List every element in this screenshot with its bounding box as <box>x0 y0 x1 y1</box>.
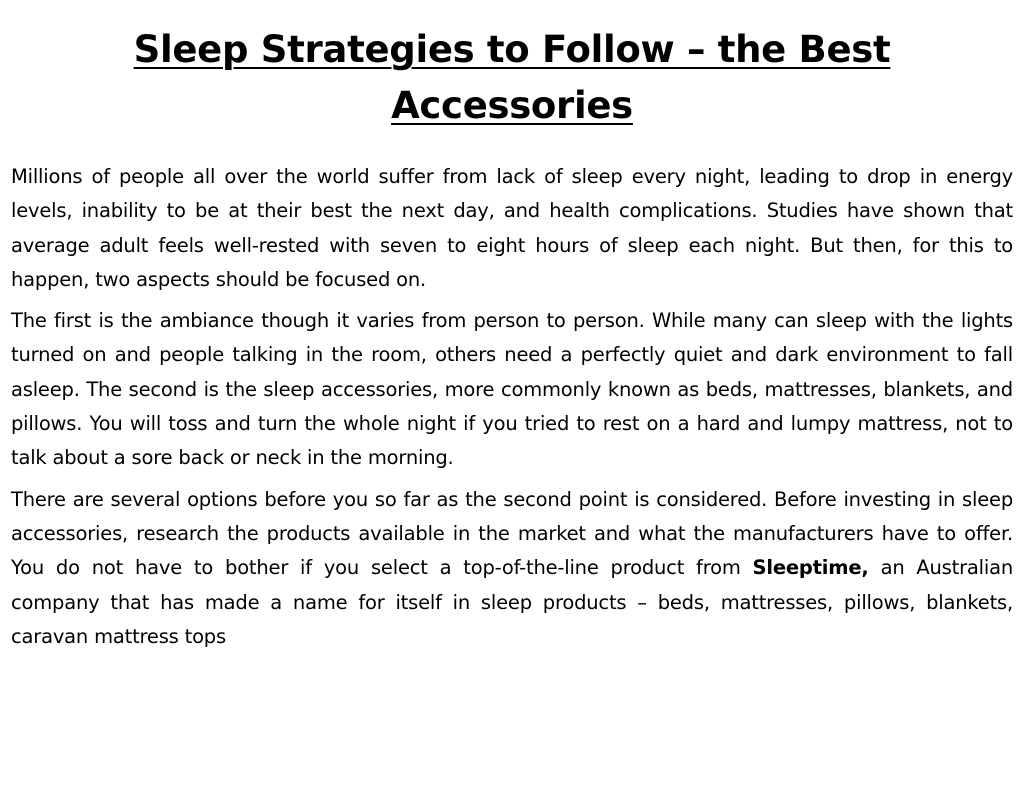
paragraph-ambiance-and-accessories: The first is the ambiance though it varies from person to person. While many can sleep with the lights turned on and people talking in the room, others need a perfectly quiet and dark environment to fall asleep. The second is the sleep accessories, more commonly known as beds, mattresses, blankets, and pillows. You will toss and turn the whole night if you tried to rest on a hard and lumpy mattress, not to talk about a sore back or neck in the morning. <box>11 309 1013 470</box>
paragraph-text-before-brand: There are several options before you so far as the second point is considered. Before investing in sleep accessories, research the products available in the market and what the manufacturers have to offer. You do not have to bother if you select a top-of-the-line product from <box>11 487 1013 580</box>
paragraph-sleeptime-options <box>11 483 1013 654</box>
paragraph-sleep-deprivation: Millions of people all over the world suffer from lack of sleep every night, leading to drop in energy levels, inability to be at their best the next day, and health complications. Studies have shown that average adult feels well-rested with seven to eight hours of sleep each night. But then, for this to happen, two aspects should be focused on. <box>11 165 1013 291</box>
slide-title: Sleep Strategies to Follow – the Best Accessories <box>133 28 891 127</box>
slide-body <box>11 160 1013 654</box>
slide <box>0 22 1024 790</box>
paragraph-text-after-brand: an Australian company that has made a name for itself in sleep products – beds, mattresses, pillows, blankets, caravan mattress tops <box>11 556 1013 648</box>
brand-name-sleeptime: Sleeptime, <box>752 556 869 580</box>
